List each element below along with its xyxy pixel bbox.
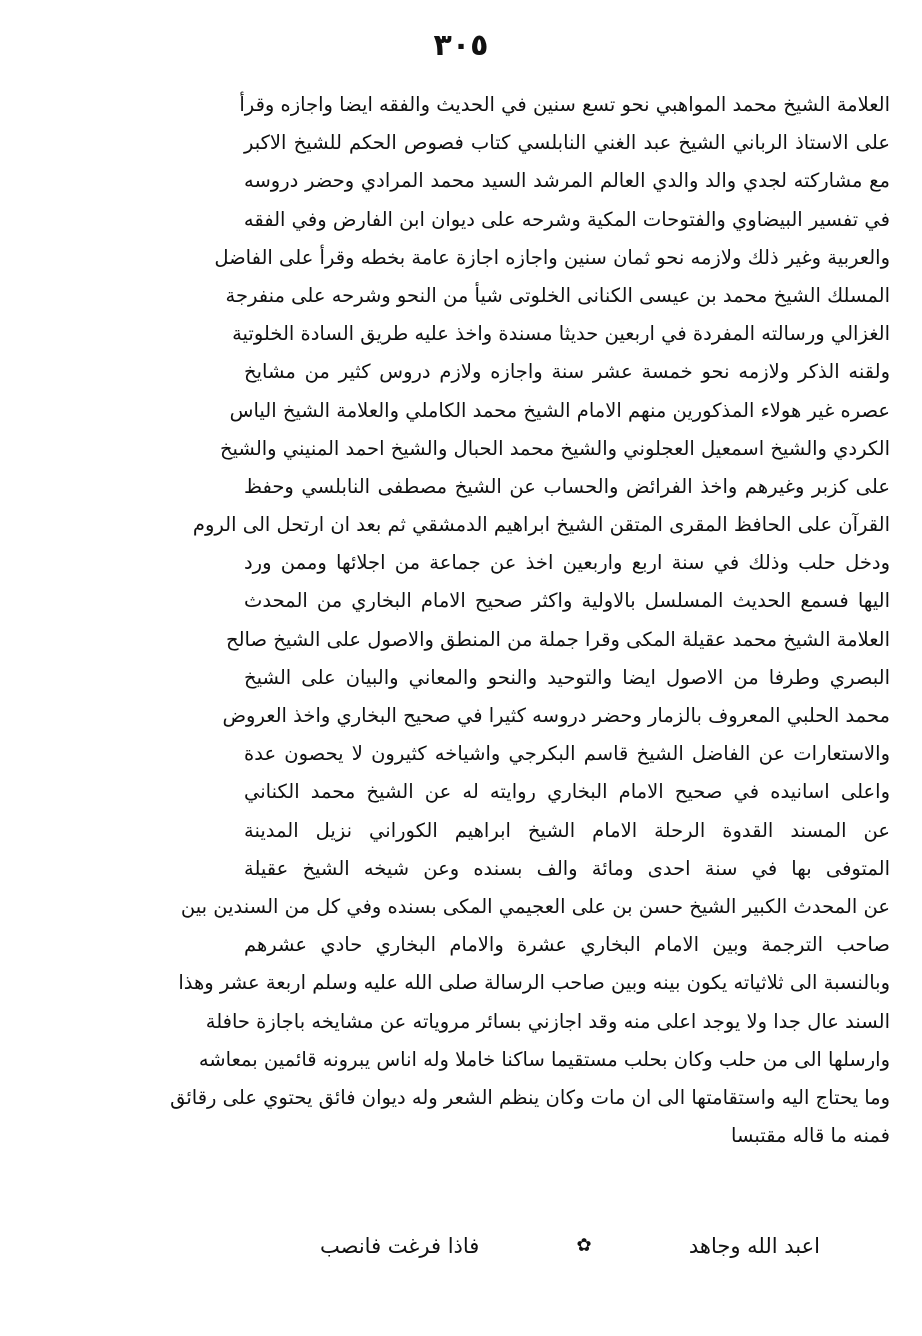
text-line: واعلى اسانيده في صحيح الامام البخاري روايته له عن الشيخ محمد الكناني (244, 780, 890, 804)
text-line: المتوفى بها في سنة احدى ومائة والف بسنده وعن شيخه الشيخ عقيلة (244, 856, 890, 880)
text-line: العلامة الشيخ محمد المواهبي نحو تسع سنين في الحديث والفقه ايضا واجازه وقرأ (239, 93, 890, 116)
text-line: على الاستاذ الرباني الشيخ عبد الغني النابلسي كتاب فصوص الحكم للشيخ الاكبر (244, 131, 890, 155)
verse-separator-flower-icon: ✿ (576, 1235, 592, 1256)
text-line: محمد الحلبي المعروف بالزمار وحضر دروسه كثيرا في صحيح البخاري واخذ العروض (222, 704, 890, 727)
text-line: عصره غير هولاء المذكورين منهم الامام الشيخ محمد الكاملي والعلامة الشيخ الياس (229, 398, 890, 422)
text-line: وما يحتاج اليه واستقامتها الى ان مات وكان ينظم الشعر وله ديوان فائق يحتوي على رقائق (170, 1085, 890, 1109)
text-line: صاحب الترجمة وبين الامام البخاري عشرة والامام البخاري حادي عشرهم (244, 933, 890, 957)
text-line: والعربية وغير ذلك ولازمه نحو ثمان سنين واجازه اجازة عامة بخطه وقرأ على الفاضل (214, 245, 890, 269)
poetry-verse (320, 1226, 820, 1266)
text-line-last: فمنه ما قاله مقتبسا (731, 1124, 890, 1148)
text-line: ودخل حلب وذلك في سنة اربع واربعين اخذ عن جماعة من اجلائها وممن ورد (244, 551, 890, 575)
text-line: وارسلها الى من حلب وكان بحلب مستقيما ساكنا خاملا وله اناس يبرونه قائمين بمعاشه (198, 1047, 890, 1071)
text-line: المسلك الشيخ محمد بن عيسى الكنانى الخلوتى شيأ من النحو وشرحه على منفرجة (225, 283, 890, 307)
text-line: اليها فسمع الحديث المسلسل بالاولية واكثر صحيح الامام البخاري من المحدث (244, 589, 890, 613)
text-line: عن المحدث الكبير الشيخ حسن بن على العجيمي المكى بسنده وفي كل من السندين بين (180, 894, 890, 918)
text-line: الكردي والشيخ اسمعيل العجلوني والشيخ محمد الحبال والشيخ احمد المنيني والشيخ (219, 436, 890, 460)
text-line: ولقنه الذكر ولازمه نحو خمسة عشر سنة واجازه ولازم دروس كثير من مشايخ (244, 360, 890, 384)
text-line: السند عال جدا ولا يوجد اعلى منه وقد اجازني بسائر مروياته عن مشايخه باجازة حافلة (205, 1009, 890, 1033)
text-line: وبالنسبة الى ثلاثياته يكون بينه وبين صاحب الرسالة صلى الله عليه وسلم اربعة عشر وهذا (178, 971, 890, 995)
text-line: والاستعارات عن الفاضل الشيخ قاسم البكرجي واشياخه كثيرون لا يحصون عدة (244, 742, 890, 766)
text-line: العلامة الشيخ محمد عقيلة المكى وقرا جملة من المنطق والاصول على الشيخ صالح (226, 627, 890, 651)
text-line: القرآن على الحافظ المقرى المتقن الشيخ ابراهيم الدمشقي ثم بعد ان ارتحل الى الروم (192, 513, 890, 537)
body-text (170, 86, 890, 1155)
text-line: مع مشاركته لجدي والد والدي العالم المرشد السيد محمد المرادي وحضر دروسه (244, 169, 890, 193)
text-line: عن المسند القدوة الرحلة الامام الشيخ ابراهيم الكوراني نزيل المدينة (244, 818, 890, 842)
verse-first-half: اعبد الله وجاهد (688, 1234, 820, 1258)
text-line: الغزالي ورسالته المفردة في اربعين حديثا مسندة واخذ عليه طريق السادة الخلوتية (232, 322, 890, 346)
text-line: على كزبر وغيرهم واخذ الفرائض والحساب عن الشيخ مصطفى النابلسي وحفظ (244, 474, 890, 498)
text-line: في تفسير البيضاوي والفتوحات المكية وشرحه على ديوان ابن الفارض وفي الفقه (243, 207, 890, 231)
text-line: البصري وطرفا من الاصول ايضا والتوحيد والنحو والمعاني والبيان على الشيخ (244, 665, 890, 689)
page-number: ٣٠٥ (433, 28, 489, 63)
verse-second-half: فاذا فرغت فانصب (320, 1234, 480, 1258)
